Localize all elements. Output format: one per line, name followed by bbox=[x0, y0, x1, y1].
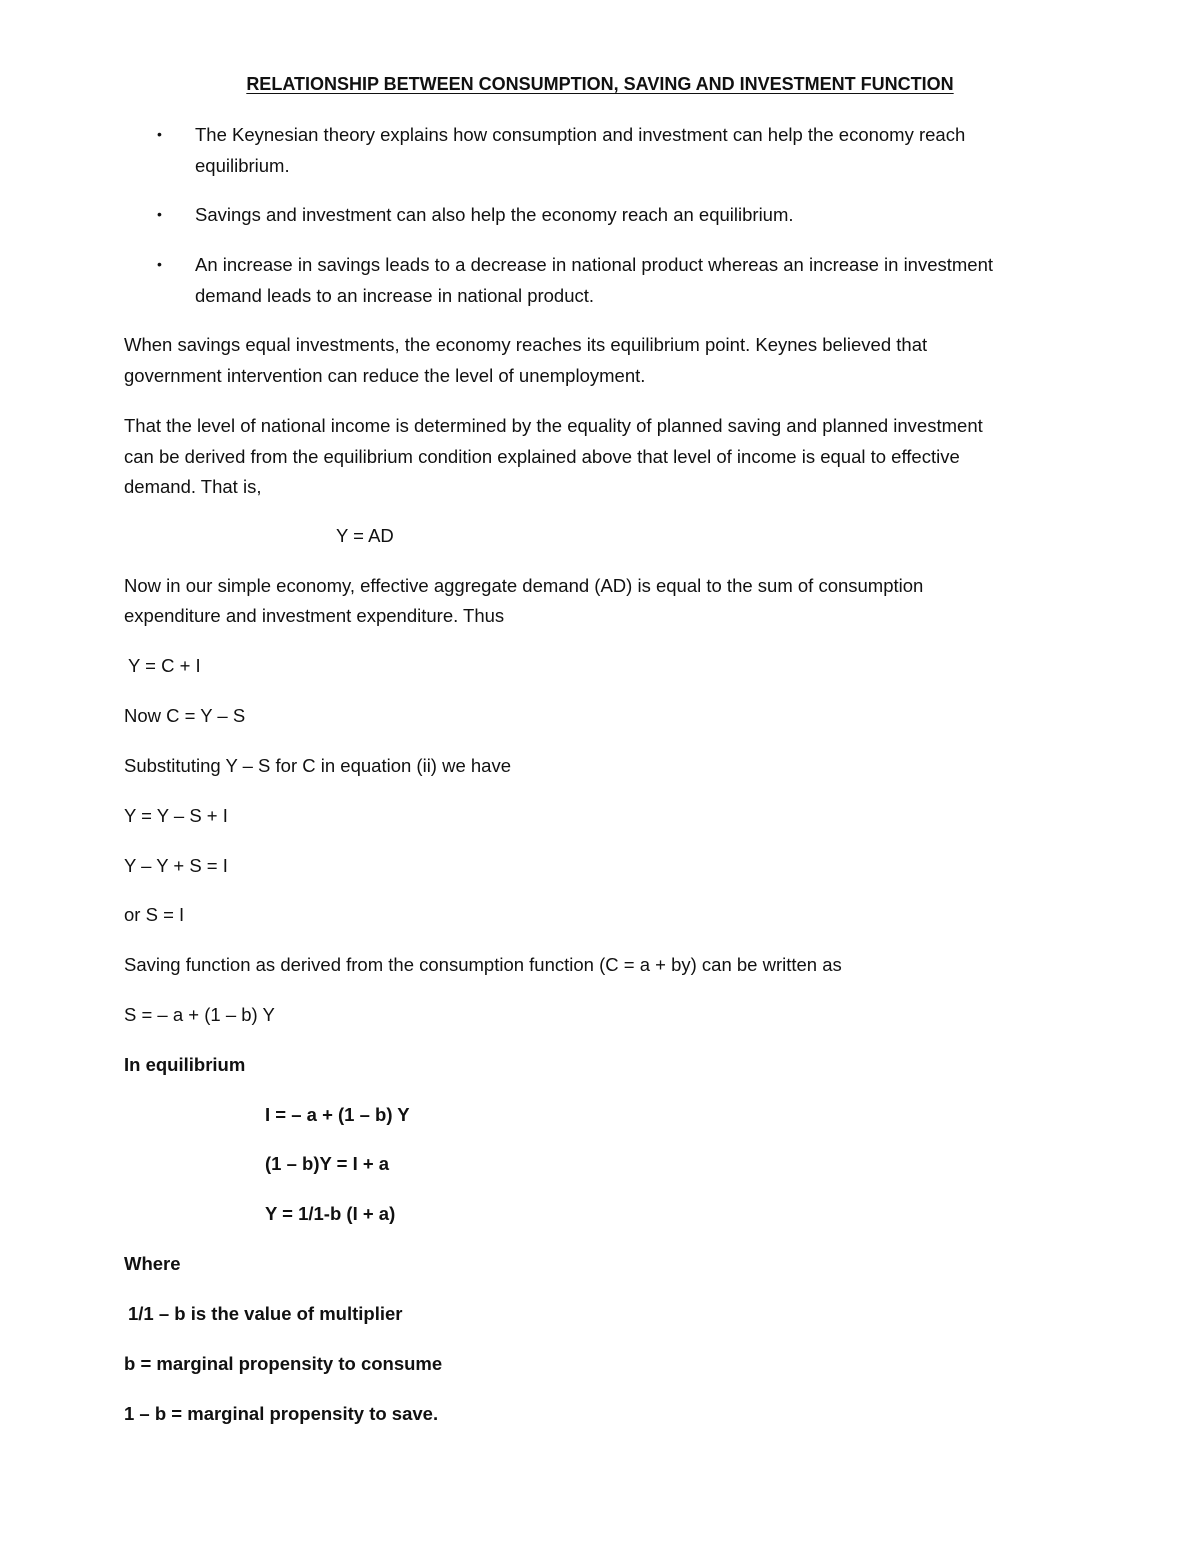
bullet-1-line-1: The Keynesian theory explains how consumption and investment can help the economy reach bbox=[195, 124, 966, 145]
bullet-1-line-2: equilibrium. bbox=[195, 155, 290, 176]
bullet-marker: • bbox=[157, 126, 162, 142]
equation-y-y-s-i: Y = Y – S + I bbox=[124, 805, 228, 826]
equation-one-minus-b: (1 – b)Y = I + a bbox=[265, 1153, 390, 1174]
para-2-line-2: can be derived from the equilibrium condition explained above that level of income is equal to effective bbox=[124, 446, 960, 467]
definition-mpc: b = marginal propensity to consume bbox=[124, 1353, 443, 1374]
bullet-3-line-1: An increase in savings leads to a decrease in national product whereas an increase in investment bbox=[195, 254, 994, 275]
saving-function-text: Saving function as derived from the consumption function (C = a + by) can be written as bbox=[124, 954, 842, 975]
equation-i: I = – a + (1 – b) Y bbox=[265, 1104, 410, 1125]
page-title: RELATIONSHIP BETWEEN CONSUMPTION, SAVING AND INVESTMENT FUNCTION bbox=[246, 74, 954, 94]
definition-mps: 1 – b = marginal propensity to save. bbox=[124, 1403, 439, 1424]
equation-y-multiplier: Y = 1/1-b (I + a) bbox=[265, 1203, 396, 1224]
para-2-line-1: That the level of national income is determined by the equality of planned saving and planned investment bbox=[124, 415, 983, 436]
para-1-line-1: When savings equal investments, the economy reaches its equilibrium point. Keynes believed that bbox=[124, 334, 928, 355]
equation-now-c: Now C = Y – S bbox=[124, 705, 246, 726]
equation-y-c-i: Y = C + I bbox=[128, 655, 201, 676]
equation-or-s: or S = I bbox=[124, 904, 185, 925]
definition-multiplier: 1/1 – b is the value of multiplier bbox=[128, 1303, 403, 1324]
substituting-text: Substituting Y – S for C in equation (ii) we have bbox=[124, 755, 512, 776]
in-equilibrium-heading: In equilibrium bbox=[124, 1054, 246, 1075]
para-3-line-1: Now in our simple economy, effective aggregate demand (AD) is equal to the sum of consumption bbox=[124, 575, 924, 596]
para-1-line-2: government intervention can reduce the level of unemployment. bbox=[124, 365, 646, 386]
bullet-marker: • bbox=[157, 206, 162, 222]
para-3-line-2: expenditure and investment expenditure. Thus bbox=[124, 605, 505, 626]
where-heading: Where bbox=[124, 1253, 181, 1274]
bullet-2-line-1: Savings and investment can also help the economy reach an equilibrium. bbox=[195, 204, 794, 225]
equation-saving: S = – a + (1 – b) Y bbox=[124, 1004, 275, 1025]
bullet-3-line-2: demand leads to an increase in national product. bbox=[195, 285, 595, 306]
equation-y-minus-y: Y – Y + S = I bbox=[124, 855, 228, 876]
para-2-line-3: demand. That is, bbox=[124, 476, 262, 497]
equation-y-ad: Y = AD bbox=[336, 525, 394, 546]
bullet-marker: • bbox=[157, 256, 162, 272]
